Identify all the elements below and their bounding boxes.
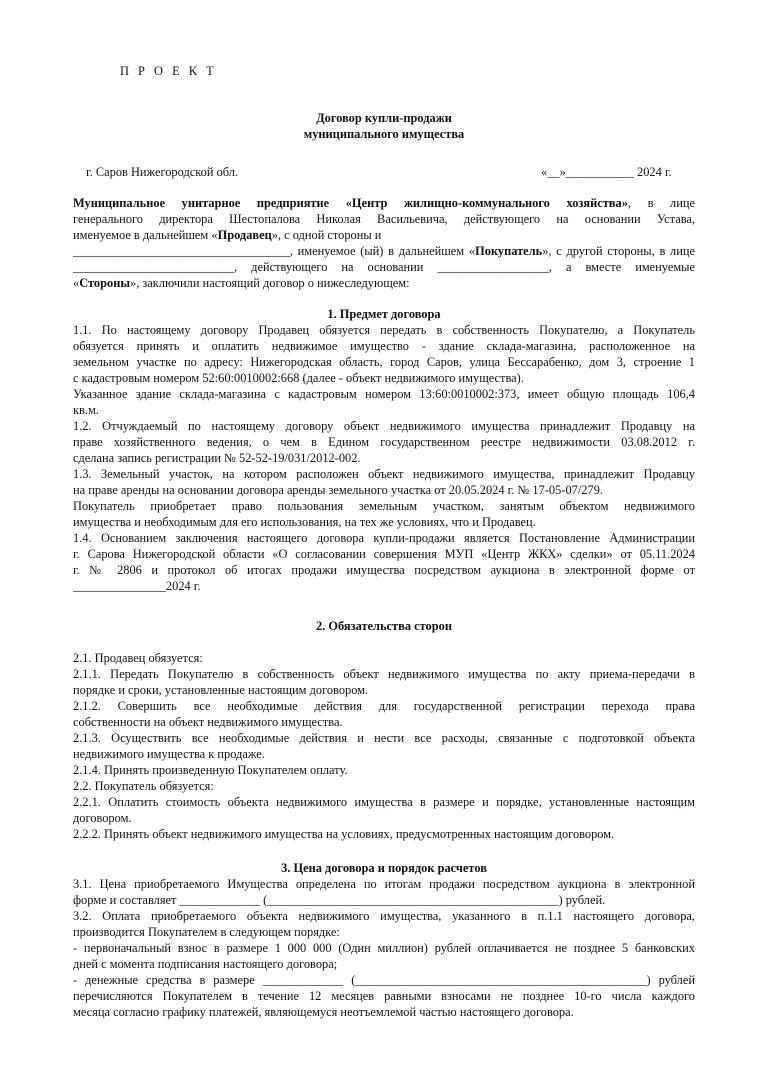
section-3-line: дней с момента подписания настоящего договора; <box>73 957 338 971</box>
preamble-text: , в лице <box>627 196 695 210</box>
section-2-line: 2.2.1. Оплатить стоимость объекта недвижимого имущества в размере и порядке, установленные настоящим <box>73 795 695 809</box>
preamble-line <box>73 244 695 260</box>
section-1-line: 1.4. Основанием заключения настоящего договора купли-продажи является Постановление Администрации <box>73 531 695 545</box>
section-1-line: с кадастровым номером 52:60:0010002:668 (далее - объект недвижимого имущества). <box>73 371 524 385</box>
section-1-line: 1.1. По настоящему договору Продавец обязуется передать в собственность Покупателю, а Покупатель <box>73 323 695 337</box>
section-3-line: 3.2. Оплата приобретаемого объекта недвижимого имущества, указанного в п.1.1 настоящего договора, <box>73 909 695 923</box>
section-2-line: 2.2.2. Принять объект недвижимого имущества на условиях, предусмотренных настоящим договором. <box>73 827 615 841</box>
preamble-text: ___________________________________, именуемое (ый) в дальнейшем « <box>73 244 476 258</box>
section-1-line: 1.2. Отчуждаемый по настоящему договору объект недвижимого имущества принадлежит Продавцу на <box>73 419 695 433</box>
section-2-line: 2.1.4. Принять произведенную Покупателем оплату. <box>73 763 348 777</box>
section-1-line: Покупатель приобретает право пользования земельным участком, занятым объектом недвижимого <box>73 499 695 513</box>
preamble-text: », с другой стороны, в лице <box>542 244 695 258</box>
preamble-text: », заключили настоящий договор о нижеследующем: <box>130 276 410 290</box>
contract-city: г. Саров Нижегородской обл. <box>86 165 239 179</box>
section-1-line: земельном участке по адресу: Нижегородская область, город Саров, улица Бессарабенко, дом 3, строение 1 <box>73 355 695 369</box>
section-1-line: г. № 2806 и протокол об итогах продажи имущества посредством аукциона в электронной форме от <box>73 563 695 577</box>
section-1-line: имущества и необходимым для его использования, на тех же условиях, что и Продавец. <box>73 515 536 529</box>
section-3-line: форме и составляет _____________ (_______________________________________________) рублей. <box>73 893 606 907</box>
section-3-line: - денежные средства в размере _____________ (_______________________________________________) рублей <box>73 973 695 987</box>
parties-term: Стороны <box>79 276 131 290</box>
preamble-line <box>73 196 695 212</box>
section-1-line: г. Сарова Нижегородской области «О согласовании совершения МУП «Центр ЖКХ» сделки» от 05.11.2024 <box>73 547 695 561</box>
section-2-line: 2.1. Продавец обязуется: <box>73 651 203 665</box>
draft-label: П Р О Е К Т <box>120 64 217 78</box>
section-2-line: порядке и сроки, установленные настоящим договором. <box>73 683 369 697</box>
section-1-line: кв.м. <box>73 403 99 417</box>
section-3-line: месяца согласно графику платежей, являющемуся неотъемлемой частью настоящего договора. <box>73 1005 574 1019</box>
section-1-heading: 1. Предмет договора <box>327 307 441 321</box>
document-title: Договор купли-продажи <box>316 111 452 125</box>
preamble-line: __________________________, действующего на основании __________________, а вместе именуемые <box>73 260 695 274</box>
buyer-term: Покупатель <box>475 244 543 258</box>
preamble-text: именуемое в дальнейшем « <box>73 228 218 242</box>
section-1-line: сделана запись регистрации № 52-52-19/031/2012-002. <box>73 451 361 465</box>
document-subtitle: муниципального имущества <box>303 127 465 141</box>
section-3-line: 3.1. Цена приобретаемого Имущества определена по итогам продажи посредством аукциона в электронной <box>73 877 695 891</box>
section-1-line: обязуется принять и оплатить недвижимое имущество - здание склада-магазина, расположенное на <box>73 339 695 353</box>
section-2-line: 2.1.2. Совершить все необходимые действия для государственной регистрации перехода права <box>73 699 695 713</box>
section-2-line: 2.1.1. Передать Покупателю в собственность объект недвижимого имущества по акту приема-передачи в <box>73 667 695 681</box>
section-1-line: 1.3. Земельный участок, на котором расположен объект недвижимого имущества, принадлежит Продавцу <box>73 467 695 481</box>
section-2-line: 2.2. Покупатель обязуется: <box>73 779 214 793</box>
section-2-line: недвижимого имущества к продаже. <box>73 747 265 761</box>
section-2-line: собственности на объект недвижимого имущества. <box>73 715 343 729</box>
section-3-line: перечисляются Покупателем в течение 12 месяцев равными взносами не позднее 10-го числа каждого <box>73 989 695 1003</box>
preamble-line <box>73 228 381 244</box>
section-3-heading: 3. Цена договора и порядок расчетов <box>281 861 487 875</box>
seller-name: Муниципальное унитарное предприятие «Центр жилищно-коммунального хозяйства» <box>73 196 628 210</box>
seller-term: Продавец <box>217 228 272 242</box>
section-3-line: - первоначальный взнос в размере 1 000 000 (Один миллион) рублей оплачивается не позднее 5 банковских <box>73 941 695 955</box>
preamble-line <box>73 276 410 292</box>
section-1-line: _______________2024 г. <box>73 579 201 593</box>
preamble-line: генерального директора Шестопалова Николая Васильевича, действующего на основании Устава, <box>73 212 695 226</box>
section-2-line: 2.1.3. Осуществить все необходимые действия и нести все расходы, связанные с подготовкой объекта <box>73 731 695 745</box>
section-2-line: договором. <box>73 811 132 825</box>
section-1-line: на праве аренды на основании договора аренды земельного участка от 20.05.2024 г. № 17-05-07/279. <box>73 483 603 497</box>
contract-date: «__»___________ 2024 г. <box>541 165 672 179</box>
section-1-line: Указанное здание склада-магазина с кадастровым номером 13:60:0010002:373, имеет общую площадь 106,4 <box>73 387 695 401</box>
section-3-line: производится Покупателем в следующем порядке: <box>73 925 340 939</box>
section-2-heading: 2. Обязательства сторон <box>316 619 452 633</box>
preamble-text: « <box>73 276 80 290</box>
section-1-line: праве хозяйственного ведения, о чем в Едином государственном реестре недвижимости 03.08.2012 г. <box>73 435 695 449</box>
preamble-text: », с одной стороны и <box>271 228 382 242</box>
